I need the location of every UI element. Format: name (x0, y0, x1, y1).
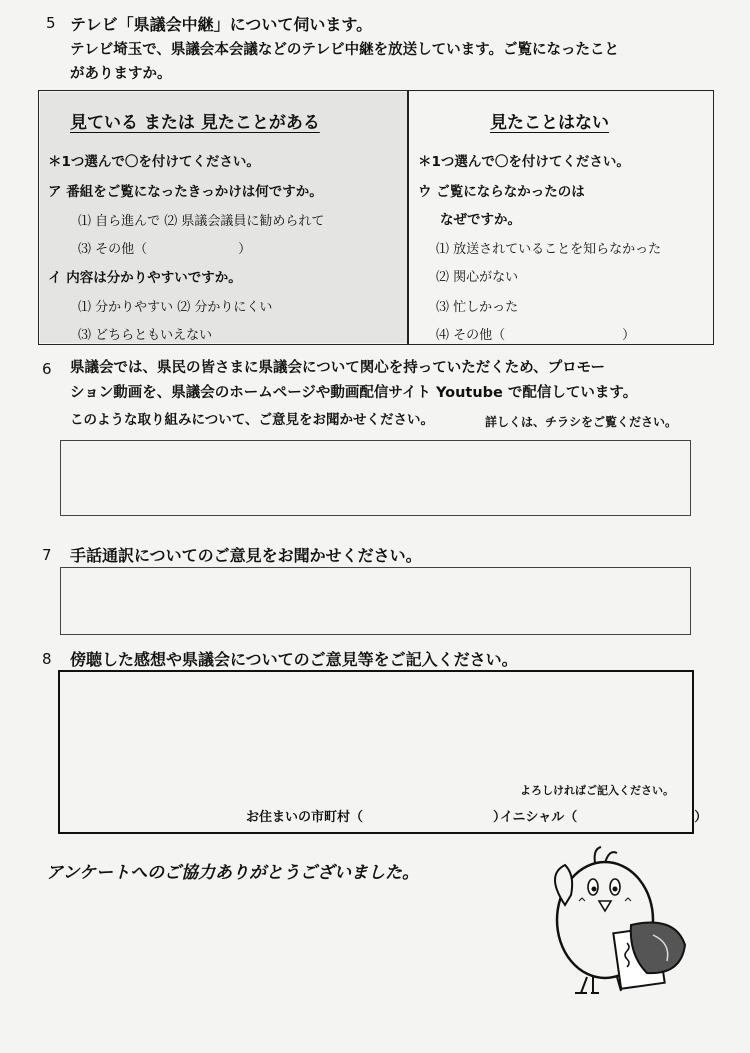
q5-a-options[interactable]: ⑴ 自ら進んで ⑵ 県議会議員に勧められて (78, 214, 325, 229)
q5-u-option-4[interactable]: ⑷ その他（ ） (436, 328, 636, 343)
q5-u-option-2[interactable]: ⑵ 関心がない (436, 270, 519, 285)
q5-u-option-3[interactable]: ⑶ 忙しかった (436, 300, 519, 315)
q5-question-a: ア 番組をご覧になったきっかけは何ですか。 (48, 184, 323, 200)
q5-title: テレビ「県議会中継」について伺います。 (70, 15, 373, 34)
q5-question-i: イ 内容は分かりやすいですか。 (48, 270, 242, 286)
q5-a-option-other[interactable]: ⑶ その他（ ） (78, 242, 252, 257)
q8-city-field[interactable]: お住まいの市町村（ ） (246, 810, 507, 825)
q5-left-heading: 見ている または 見たことがある (70, 113, 320, 133)
q5-question-u: ウ ご覧にならなかったのは (418, 184, 585, 200)
q6-comment-box[interactable] (60, 440, 691, 516)
q8-title: 傍聴した感想や県議会についてのご意見等をご記入ください。 (70, 650, 518, 669)
q5-number: 5 (46, 14, 56, 32)
q5-question-u-line2: なぜですか。 (440, 212, 521, 228)
q6-text-line3: このような取り組みについて、ご意見をお聞かせください。 (70, 412, 434, 428)
q5-u-option-1[interactable]: ⑴ 放送されていることを知らなかった (436, 242, 662, 257)
bird-mascot-illustration (535, 835, 705, 1015)
q6-text-line1: 県議会では、県民の皆さまに県議会について関心を持っていただくため、プロモー (70, 360, 606, 376)
q7-number: 7 (42, 546, 52, 564)
q5-text-line1: テレビ埼玉で、県議会本会議などのテレビ中継を放送しています。ご覧になったこと (70, 42, 619, 58)
q5-right-instruction: ＊1つ選んで〇を付けてください。 (418, 154, 630, 170)
q5-right-heading: 見たことはない (490, 113, 609, 133)
q5-column-divider (407, 90, 409, 345)
q7-comment-box[interactable] (60, 567, 691, 635)
q5-i-options[interactable]: ⑴ 分かりやすい ⑵ 分かりにくい (78, 300, 273, 315)
q8-initial-field[interactable]: イニシャル（ ） (500, 810, 708, 825)
q7-title: 手話通訳についてのご意見をお聞かせください。 (70, 546, 422, 565)
q6-text-line2: ション動画を、県議会のホームページや動画配信サイト Youtube で配信しています。 (70, 385, 638, 401)
q6-note: 詳しくは、チラシをご覧ください。 (485, 415, 678, 429)
q5-text-line2: がありますか。 (70, 66, 172, 82)
thanks-message: アンケートへのご協力ありがとうございました。 (46, 863, 419, 883)
q5-i-option-neither[interactable]: ⑶ どちらともいえない (78, 328, 213, 343)
q8-number: 8 (42, 650, 52, 668)
q8-optional-note: よろしければご記入ください。 (520, 784, 674, 797)
q5-left-instruction: ＊1つ選んで〇を付けてください。 (48, 154, 260, 170)
q6-number: 6 (42, 360, 52, 378)
